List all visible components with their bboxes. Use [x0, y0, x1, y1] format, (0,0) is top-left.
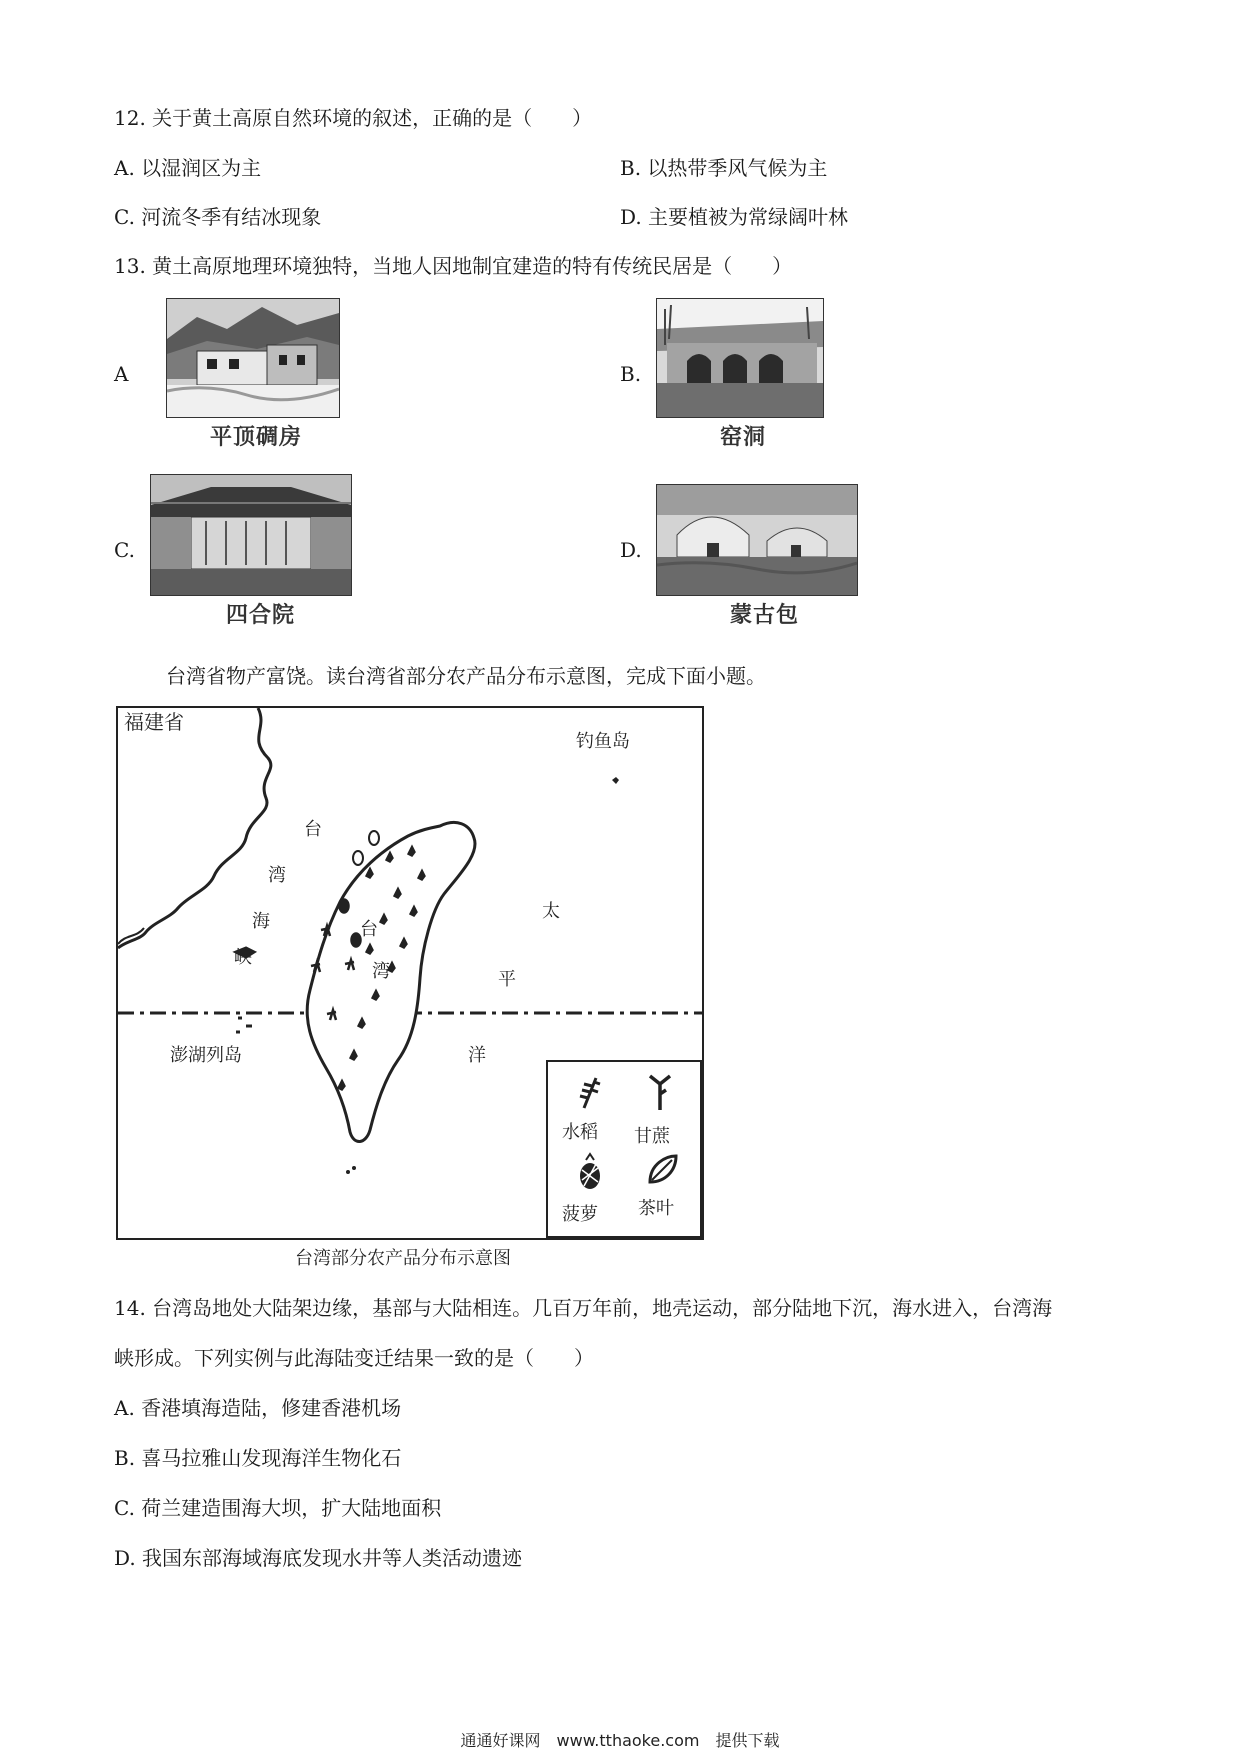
legend-label-pineapple: 菠萝	[562, 1204, 598, 1225]
page-footer: 通通好课网 www.tthaoke.com 提供下载	[460, 1731, 780, 1750]
photo-cave-dwelling	[656, 298, 824, 418]
q12-option-a: A. 以湿润区为主	[114, 156, 262, 180]
q12-stem: 12. 关于黄土高原自然环境的叙述，正确的是（ ）	[114, 106, 593, 130]
map-caption: 台湾部分农产品分布示意图	[295, 1248, 511, 1269]
label-pacific-3: 洋	[468, 1045, 486, 1066]
legend-label-rice: 水稻	[562, 1122, 598, 1143]
pineapple-icon	[570, 1152, 610, 1192]
legend-label-tea: 茶叶	[638, 1198, 674, 1219]
label-island-2: 湾	[372, 961, 390, 982]
q13-option-d-letter: D.	[620, 538, 642, 562]
q13-caption-a: 平顶碉房	[210, 425, 303, 450]
q13-option-a-letter: A	[114, 362, 129, 386]
q14-option-b: B. 喜马拉雅山发现海洋生物化石	[114, 1446, 402, 1470]
taiwan-map	[116, 706, 704, 1240]
q14-stem-line1: 14. 台湾岛地处大陆架边缘，基部与大陆相连。几百万年前，地壳运动，部分陆地下沉，海水进入，台湾海	[114, 1296, 1053, 1320]
q13-caption-d: 蒙古包	[730, 603, 800, 628]
section-intro: 台湾省物产富饶。读台湾省部分农产品分布示意图，完成下面小题。	[166, 664, 766, 688]
label-diaoyu: 钓鱼岛	[576, 731, 630, 752]
label-strait-2: 湾	[268, 865, 286, 886]
q14-option-d: D. 我国东部海域海底发现水井等人类活动遗迹	[114, 1546, 523, 1570]
label-pacific-1: 太	[542, 901, 560, 922]
q12-option-d: D. 主要植被为常绿阔叶林	[620, 205, 849, 229]
taiwan-island	[307, 822, 475, 1141]
label-strait-4: 峡	[234, 947, 252, 968]
diaoyu-island	[612, 777, 619, 784]
label-pacific-2: 平	[498, 969, 516, 990]
q13-caption-b: 窑洞	[720, 425, 767, 450]
q14-stem-line2: 峡形成。下列实例与此海陆变迁结果一致的是（ ）	[114, 1346, 594, 1370]
label-strait-3: 海	[252, 911, 270, 932]
legend-label-sugarcane: 甘蔗	[634, 1126, 670, 1147]
q13-caption-c: 四合院	[226, 603, 296, 628]
rice-icon	[570, 1072, 610, 1112]
label-island-1: 台	[360, 919, 378, 940]
q13-stem: 13. 黄土高原地理环境独特，当地人因地制宜建造的特有传统民居是（ ）	[114, 254, 793, 278]
photo-flat-roof-house	[166, 298, 340, 418]
fujian-coastline	[118, 708, 271, 948]
q12-option-c: C. 河流冬季有结冰现象	[114, 205, 322, 229]
tea-icon	[642, 1150, 682, 1190]
sugarcane-icon	[640, 1072, 680, 1112]
q14-option-a: A. 香港填海造陆，修建香港机场	[114, 1396, 402, 1420]
photo-courtyard-house	[150, 474, 352, 596]
photo-yurt	[656, 484, 858, 596]
label-fujian: 福建省	[124, 710, 184, 734]
q13-option-b-letter: B.	[620, 362, 642, 386]
q13-option-c-letter: C.	[114, 538, 135, 562]
label-penghu: 澎湖列岛	[170, 1045, 242, 1066]
map-legend	[546, 1060, 702, 1238]
q14-option-c: C. 荷兰建造围海大坝，扩大陆地面积	[114, 1496, 442, 1520]
label-strait-1: 台	[304, 819, 322, 840]
q12-option-b: B. 以热带季风气候为主	[620, 156, 828, 180]
